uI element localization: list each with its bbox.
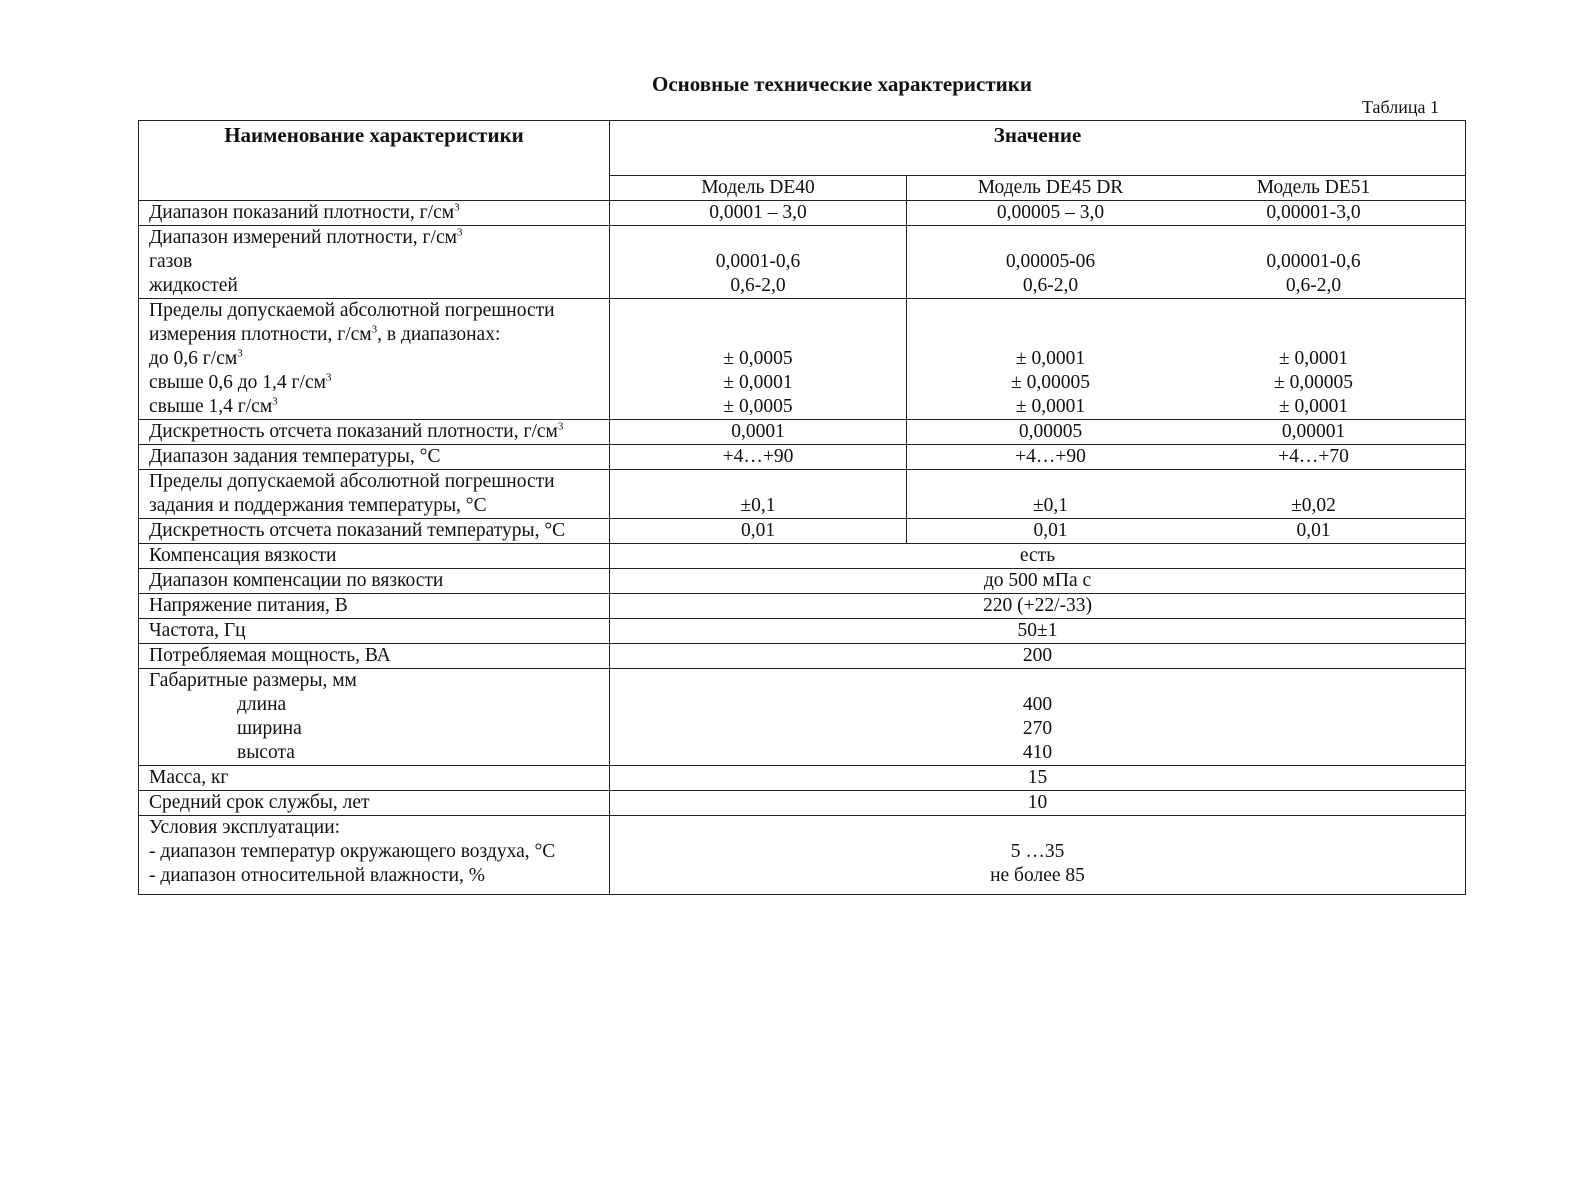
row-label: Диапазон измерений плотности, $г/см^3$ газов жидкостей — [139, 226, 610, 299]
cell-merged-value: до 500 мПа с — [610, 569, 1466, 594]
header-model-de45dr: Модель DE45 DR — [977, 177, 1124, 198]
table-row — [139, 420, 1466, 445]
cell-de45-de51 — [907, 420, 1466, 445]
cell-de45dr: ± 0,00005 — [1011, 372, 1090, 393]
cell-merged-value: есть — [610, 544, 1466, 569]
cell-de51: ± 0,0001 — [1278, 396, 1349, 417]
row-label: Диапазон задания температуры, °С — [139, 445, 610, 470]
cell-de40: 0,01 — [610, 519, 907, 544]
cell-de51: ±0,02 — [1291, 495, 1336, 516]
table-row — [139, 569, 1466, 594]
cell-de45-de51 — [907, 201, 1466, 226]
table-row — [139, 619, 1466, 644]
row-label: Диапазон показаний плотности, $г/см^3$ — [139, 201, 610, 226]
row-label: Средний срок службы, лет — [139, 791, 610, 816]
table-row — [139, 816, 1466, 895]
cell-de51: ± 0,0001 — [1278, 348, 1349, 369]
row-label: Пределы допускаемой абсолютной погрешности измерения плотности, $г/см^3$, в диапазонах: до 0,6 $г/см^3$ свыше 0,6 до 1,4 $г/см^3$ свыше 1,4 $г/см^3$ — [139, 299, 610, 420]
cell-de45dr: +4…+90 — [1015, 446, 1086, 467]
row-label: Масса, кг — [139, 766, 610, 791]
cell-de40: 0,0001-0,6 0,6-2,0 — [610, 226, 907, 299]
row-label: Габаритные размеры, мм длина ширина высота — [139, 669, 610, 766]
header-value-column: Значение — [610, 121, 1466, 176]
table-row — [139, 226, 1466, 299]
row-label: Дискретность отсчета показаний температуры, °С — [139, 519, 610, 544]
cell-de45-de51 — [907, 226, 1466, 299]
table-row — [139, 594, 1466, 619]
cell-merged-value: 400 270 410 — [610, 669, 1466, 766]
header-models-de45-de51 — [907, 176, 1466, 201]
row-label: Компенсация вязкости — [139, 544, 610, 569]
cell-de45dr: 0,6-2,0 — [1022, 275, 1079, 296]
table-row — [139, 299, 1466, 420]
table-header-row — [139, 121, 1466, 176]
table-row — [139, 445, 1466, 470]
cell-de40: ±0,1 — [610, 470, 907, 519]
cell-de45dr: 0,00005 — [1018, 421, 1083, 442]
cell-de45dr: ± 0,0001 — [1015, 396, 1086, 417]
cell-de45-de51 — [907, 519, 1466, 544]
cell-de51: ± 0,00005 — [1274, 372, 1353, 393]
cell-de45dr: 0,01 — [1033, 520, 1068, 541]
table-row — [139, 791, 1466, 816]
cell-de51: +4…+70 — [1278, 446, 1349, 467]
cell-de45-de51 — [907, 470, 1466, 519]
table-label: Таблица 1 — [1362, 97, 1439, 117]
table-row — [139, 519, 1466, 544]
row-label: Пределы допускаемой абсолютной погрешности задания и поддержания температуры, °С — [139, 470, 610, 519]
row-label: Частота, Гц — [139, 619, 610, 644]
table-row — [139, 470, 1466, 519]
header-model-de51: Модель DE51 — [1256, 177, 1371, 198]
cell-de51: 0,01 — [1296, 520, 1331, 541]
table-row — [139, 201, 1466, 226]
row-label: Потребляемая мощность, ВА — [139, 644, 610, 669]
cell-de40: 0,0001 — [610, 420, 907, 445]
cell-de45dr: ± 0,0001 — [1015, 348, 1086, 369]
row-label: Условия эксплуатации: - диапазон температур окружающего воздуха, °С - диапазон относительной влажности, % — [139, 816, 610, 895]
cell-merged-value: 10 — [610, 791, 1466, 816]
cell-merged-value: 200 — [610, 644, 1466, 669]
document-title: Основные технические характеристики — [652, 72, 1032, 96]
specifications-table — [138, 120, 1466, 895]
cell-de45dr: 0,00005 – 3,0 — [996, 202, 1105, 223]
cell-merged-value: 15 — [610, 766, 1466, 791]
cell-de40: +4…+90 — [610, 445, 907, 470]
cell-merged-value: 220 (+22/-33) — [610, 594, 1466, 619]
cell-de45-de51 — [907, 299, 1466, 420]
cell-de45-de51 — [907, 445, 1466, 470]
header-name-column: Наименование характеристики — [139, 121, 610, 201]
table-row — [139, 669, 1466, 766]
row-label: Напряжение питания, В — [139, 594, 610, 619]
cell-de51: 0,00001-3,0 — [1266, 202, 1361, 223]
cell-de51: 0,00001 — [1281, 421, 1346, 442]
cell-de51: 0,6-2,0 — [1285, 275, 1342, 296]
table-row — [139, 544, 1466, 569]
cell-merged-value: 50±1 — [610, 619, 1466, 644]
cell-de45dr: ±0,1 — [1032, 495, 1069, 516]
cell-de40: ± 0,0005 ± 0,0001 ± 0,0005 — [610, 299, 907, 420]
row-label: Диапазон компенсации по вязкости — [139, 569, 610, 594]
header-model-de40: Модель DE40 — [610, 176, 907, 201]
table-row — [139, 766, 1466, 791]
cell-de40: 0,0001 – 3,0 — [610, 201, 907, 226]
table-row — [139, 644, 1466, 669]
cell-de51: 0,00001-0,6 — [1266, 251, 1361, 272]
row-label: Дискретность отсчета показаний плотности, $г/см^3$ — [139, 420, 610, 445]
cell-merged-value: 5 …35 не более 85 — [610, 816, 1466, 895]
cell-de45dr: 0,00005-06 — [1005, 251, 1096, 272]
